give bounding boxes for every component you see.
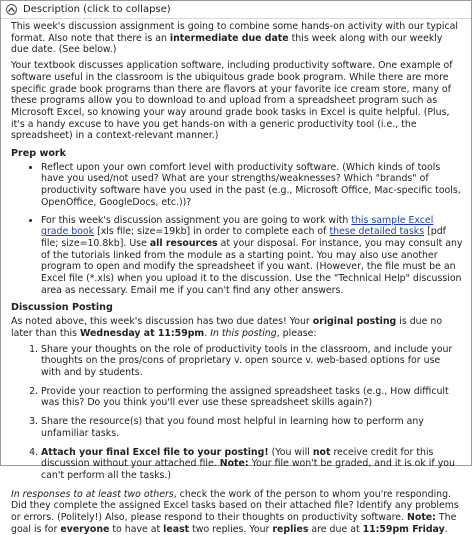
- detailed-tasks-link[interactable]: these detailed tasks: [329, 226, 425, 238]
- sample-grade-book-link[interactable]: this sample Excel grade book: [41, 214, 434, 238]
- posting-item-3: 3. Share the resource(s) that you found most helpful in learning how to perform any unfamiliar tasks.: [41, 416, 463, 439]
- intro-paragraph-2: Your textbook discusses application software, including productivity software. One example of software useful in the classroom is the ubiquitous grade book program. While there are more specific grade book programs than there are flavors at your favorite ice cream store, many of these programs allow you to download to and upload from a spreadsheet program such as Microsoft Excel, so knowing your way around grade book tasks in Excel is quite helpful. (Plus, it's a handy excuse to have you get hands-on with a generic productivity tool (i.e., the spreadsheet) in a context-relevant manner.): [11, 60, 453, 142]
- prep-work-heading: Prep work: [11, 148, 67, 160]
- description-title[interactable]: Description (click to collapse): [23, 3, 171, 15]
- posting-item-1: 1. Share your thoughts on the role of productivity tools in the classroom, and include your thoughts on the pros/cons of proprietary v. open source v. web-based options for use with and by students.: [41, 344, 463, 379]
- posting-item-4: 4. Attach your final Excel file to your posting! (You will not receive credit for this discussion without your attached file. Note: Your file won't be graded, and it is ok if you can't perform all the tasks.): [41, 447, 463, 482]
- description-header[interactable]: [1, 1, 471, 19]
- prep-item-assignment: • For this week's discussion assignment you are going to work with this sample Excel grade book [xls file; size=19kb] in order to complete each of these detailed tasks [pdf file; size=10.8kb]. Use all resources at your disposal. For instance, you may consult any of the tutorials linked from the module as a starting point. You may also use another program to open and modify the spreadsheet if you want. (However, the file must be an Excel file (*.xls) when you upload it to the discussion. Use the "Technical Help" discussion area as necessary. Email me if you can't find any other answers.: [41, 215, 463, 297]
- intermediate-due-date-text: intermediate due date: [169, 32, 289, 44]
- posting-requirements-list: [11, 344, 463, 482]
- chevron-up-icon[interactable]: [6, 4, 17, 15]
- prep-work-list: [11, 162, 463, 297]
- posting-item-2: 2. Provide your reaction to performing the assigned spreadsheet tasks (e.g., How difficult was this? Do you think you'll ever use these spreadsheet skills again?): [41, 386, 463, 409]
- intro-paragraph-1: This week's discussion assignment is going to combine some hands-on activity with our typical format. Also note that there is an intermediate due date this week along with our weekly due date. (See below.): [11, 21, 458, 56]
- prep-item-reflect: • Reflect upon your own comfort level with productivity software. (Which kinds of tools have you used/not used? What are your strengths/weaknesses? Which "brands" of productivity software have you used in the past (e.g., Microsoft Office, Mac-specific tools, OpenOffice, GoogleDocs, etc.))?: [41, 162, 463, 209]
- discussion-posting-heading: Discussion Posting: [11, 302, 113, 314]
- posting-intro: As noted above, this week's discussion has two due dates! Your original posting is due no later than this Wednesday at 11:59pm. In this posting, please:: [11, 316, 443, 339]
- responses-paragraph: In responses to at least two others, check the work of the person to whom you're responding. Did they complete the assigned Excel tasks based on their attached file? Identify any problems or errors. (Politely!) Also, please respond to their thoughts on productivity software. Note: The goal is for everyone to have at least two replies. Your replies are due at 11:59pm Friday.: [11, 488, 459, 535]
- description-body: [1, 19, 471, 535]
